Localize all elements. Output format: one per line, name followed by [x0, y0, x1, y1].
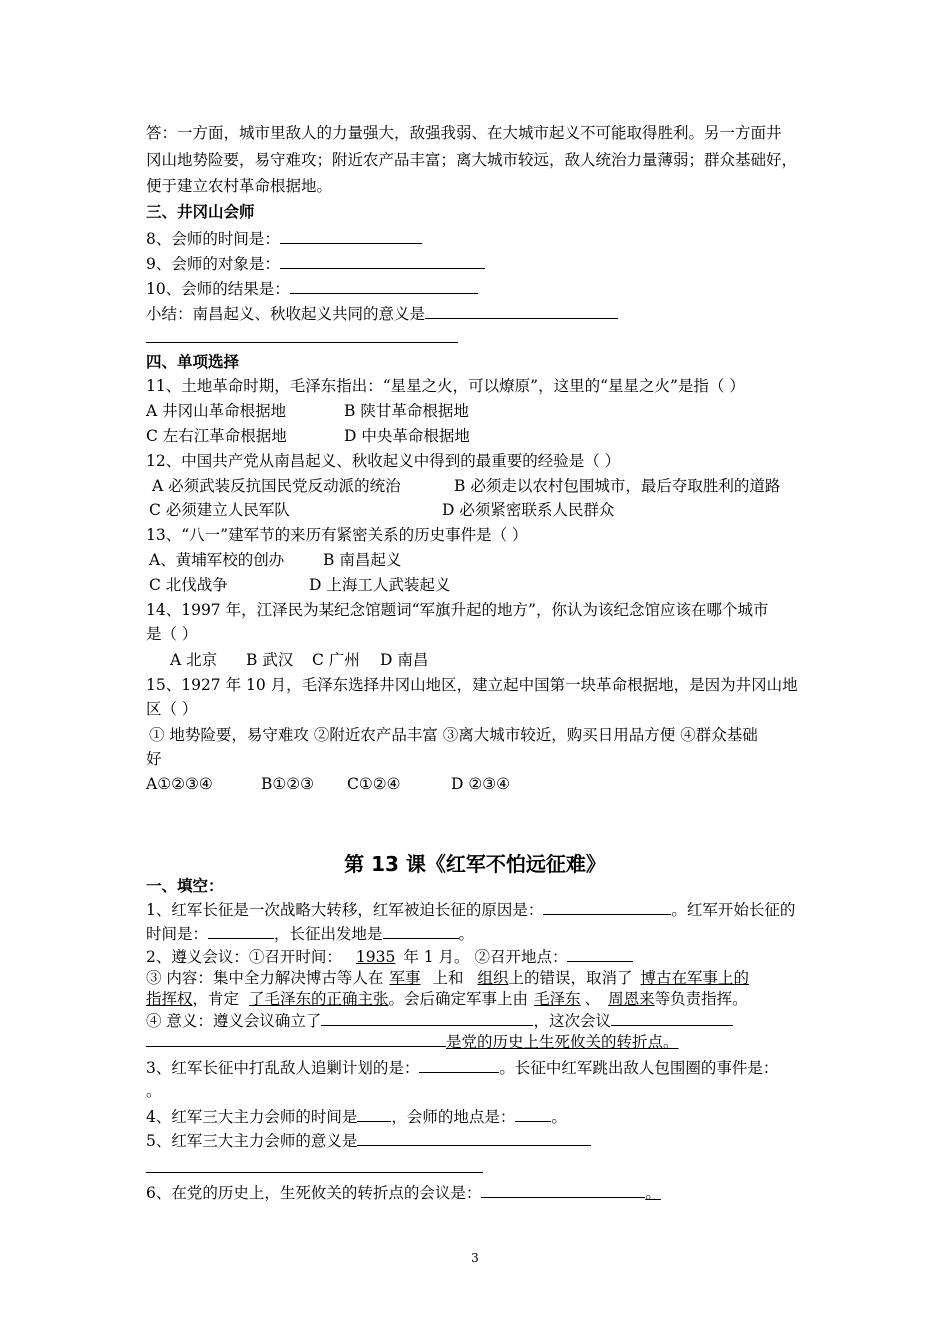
answer-blank-line[interactable]	[146, 342, 458, 343]
text: 。会后确定军事上由	[388, 990, 529, 1008]
answer-line-3: 便于建立农村革命根据地。	[146, 177, 333, 195]
option-a[interactable]: A①②③④	[146, 775, 213, 793]
text: 时间是：	[146, 925, 209, 943]
answer-blank[interactable]	[567, 946, 633, 962]
answer-line-2: 冈山地势险要，易守难攻；附近农产品丰富；离大城市较远，敌人统治力量薄弱；群众基础好，	[146, 151, 798, 169]
text: ③ 内容：集中全力解决博古等人在	[146, 969, 384, 987]
answer-blank[interactable]	[290, 278, 478, 294]
question-14-line-1: 14、1997 年，江泽民为某纪念馆题词“军旗升起的地方”，你认为该纪念馆应该在哪个城市	[146, 601, 769, 619]
text: 年 1 月。 ②召开地点：	[403, 948, 568, 966]
fill-question-2	[146, 946, 633, 967]
filled-answer: 组织	[477, 969, 509, 987]
option-c[interactable]: C 北伐战争	[149, 576, 228, 594]
fill-question-6	[146, 1182, 661, 1203]
summary-text: 小结：南昌起义、秋收起义共同的意义是	[146, 305, 426, 323]
text: 。长征中红军跳出敌人包围圈的事件是：	[499, 1059, 779, 1077]
section-heading-meeting: 三、井冈山会师	[146, 202, 255, 221]
text: 上的错误，取消了	[508, 969, 633, 987]
question-13-options-row-1	[149, 550, 401, 570]
text: 等负责指挥。	[654, 990, 748, 1008]
option-d[interactable]: D 上海工人武装起义	[309, 576, 451, 594]
question-8-text: 8、会师的时间是：	[146, 230, 280, 248]
text: ，这次会议	[533, 1012, 611, 1030]
fill-question-3	[146, 1057, 778, 1078]
page-number: 3	[471, 1251, 479, 1265]
fill-question-2-content-line-2	[146, 989, 748, 1009]
question-13: 13、“八一”建军节的来历有紧密关系的历史事件是（ ）	[146, 526, 528, 544]
text: 4、红军三大主力会师的时间是	[146, 1108, 358, 1126]
fill-question-1-line-2	[146, 923, 474, 944]
answer-blank[interactable]	[425, 303, 618, 319]
filled-answer: 周恩来	[608, 990, 655, 1008]
option-b[interactable]: B 南昌起义	[323, 551, 402, 569]
summary-question	[146, 303, 618, 324]
filled-answer: 是党的历史上生死攸关的转折点。	[446, 1033, 679, 1051]
option-b[interactable]: B 陕甘革命根据地	[344, 402, 469, 420]
question-15-options	[146, 774, 510, 794]
text: 2、遵义会议：①召开时间：	[146, 948, 342, 966]
answer-blank[interactable]	[515, 1106, 551, 1122]
answer-blank-line[interactable]	[146, 1172, 483, 1173]
question-9	[146, 253, 485, 274]
fill-question-2-content-line-1	[146, 968, 749, 988]
text: 上和	[432, 969, 464, 987]
text: 5、红军三大主力会师的意义是	[146, 1132, 358, 1150]
option-b[interactable]: B 武汉	[246, 651, 294, 669]
question-10-text: 10、会师的结果是：	[146, 280, 290, 298]
fill-question-1-line-1	[146, 899, 795, 920]
text: 。红军开始长征的	[671, 901, 796, 919]
section-heading-choice: 四、单项选择	[146, 352, 240, 371]
question-12-options-row-2	[149, 500, 614, 520]
option-a[interactable]: A、黄埔军校的创办	[149, 551, 285, 569]
option-c[interactable]: C 必须建立人民军队	[149, 501, 290, 519]
fill-question-4	[146, 1106, 567, 1127]
option-c[interactable]: C 广州	[312, 651, 360, 669]
answer-blank[interactable]	[321, 1010, 533, 1026]
fill-question-3-line-2: 。	[146, 1082, 162, 1100]
filled-answer: 毛泽东	[534, 990, 581, 1008]
text: ④ 意义：遵义会议确立了	[146, 1012, 322, 1030]
answer-line-1: 答：一方面，城市里敌人的力量强大，敌强我弱、在大城市起义不可能取得胜利。另一方面井	[146, 124, 782, 142]
text: 。	[645, 1184, 661, 1202]
question-15-statements-line-2: 好	[146, 750, 162, 768]
option-c[interactable]: C①②④	[347, 775, 401, 793]
text: ，长征出发地是	[274, 925, 383, 943]
answer-blank[interactable]	[357, 1106, 391, 1122]
question-12: 12、中国共产党从南昌起义、秋收起义中得到的最重要的经验是（ ）	[146, 452, 621, 470]
option-b[interactable]: B 必须走以农村包围城市，最后夺取胜利的道路	[454, 477, 781, 495]
text: ，会师的地点是：	[391, 1108, 516, 1126]
question-14-options	[170, 650, 428, 670]
question-12-options-row-1	[152, 476, 780, 496]
answer-blank[interactable]	[146, 1031, 446, 1047]
option-a[interactable]: A 北京	[170, 651, 218, 669]
text: 、	[584, 990, 601, 1008]
filled-answer: 了毛泽东的正确主张	[249, 990, 389, 1008]
answer-blank[interactable]	[208, 923, 274, 939]
question-15-line-1: 15、1927 年 10 月，毛泽东选择井冈山地区，建立起中国第一块革命根据地，是因为井冈山地	[146, 676, 798, 694]
fill-in-heading: 一、填空：	[146, 876, 224, 895]
option-d[interactable]: D 南昌	[380, 651, 429, 669]
fill-question-2-significance	[146, 1010, 733, 1031]
answer-blank[interactable]	[419, 1057, 499, 1073]
text: 。	[551, 1108, 567, 1126]
text: ，肯定	[192, 990, 240, 1008]
fill-question-2-significance-line-2	[146, 1031, 679, 1052]
answer-blank[interactable]	[280, 253, 485, 269]
filled-answer: 1935	[355, 948, 396, 966]
answer-blank[interactable]	[357, 1130, 591, 1146]
answer-blank[interactable]	[481, 1182, 645, 1198]
text: 1、红军长征是一次战略大转移，红军被迫长征的原因是：	[146, 901, 544, 919]
fill-question-5	[146, 1130, 591, 1151]
question-11: 11、土地革命时期，毛泽东指出：“星星之火，可以燎原”，这里的“星星之火”是指（ ）	[146, 377, 745, 395]
filled-answer: 博古在军事上的	[640, 969, 750, 987]
option-d[interactable]: D 中央革命根据地	[344, 427, 470, 445]
option-a[interactable]: A 必须武装反抗国民党反动派的统治	[152, 477, 401, 495]
text: 6、在党的历史上，生死攸关的转折点的会议是：	[146, 1184, 482, 1202]
lesson-title: 第 13 课《红军不怕远征难》	[344, 852, 606, 876]
question-13-options-row-2	[149, 575, 450, 595]
text: 。	[458, 925, 475, 943]
answer-blank[interactable]	[280, 228, 422, 244]
answer-blank[interactable]	[611, 1010, 733, 1026]
answer-blank[interactable]	[383, 923, 459, 939]
option-a[interactable]: A 井冈山革命根据地	[146, 402, 287, 420]
filled-answer: 军事	[389, 969, 421, 987]
question-10	[146, 278, 478, 299]
filled-answer: 指挥权	[146, 990, 193, 1008]
option-c[interactable]: C 左右江革命根据地	[146, 427, 287, 445]
option-d[interactable]: D 必须紧密联系人民群众	[442, 501, 615, 519]
question-15-statements-line-1: ① 地势险要，易守难攻 ②附近农产品丰富 ③离大城市较近，购买日用品方便 ④群众基础	[149, 726, 758, 744]
question-9-text: 9、会师的对象是：	[146, 255, 280, 273]
answer-blank[interactable]	[543, 899, 671, 915]
question-8	[146, 228, 422, 249]
question-15-line-2: 区（ ）	[146, 700, 198, 718]
question-11-options-row-1	[146, 401, 469, 421]
question-14-line-2: 是（ ）	[146, 625, 198, 643]
option-b[interactable]: B①②③	[261, 775, 315, 793]
option-d[interactable]: D ②③④	[451, 775, 511, 793]
question-11-options-row-2	[146, 426, 470, 446]
text: 3、红军长征中打乱敌人追剿计划的是：	[146, 1059, 420, 1077]
